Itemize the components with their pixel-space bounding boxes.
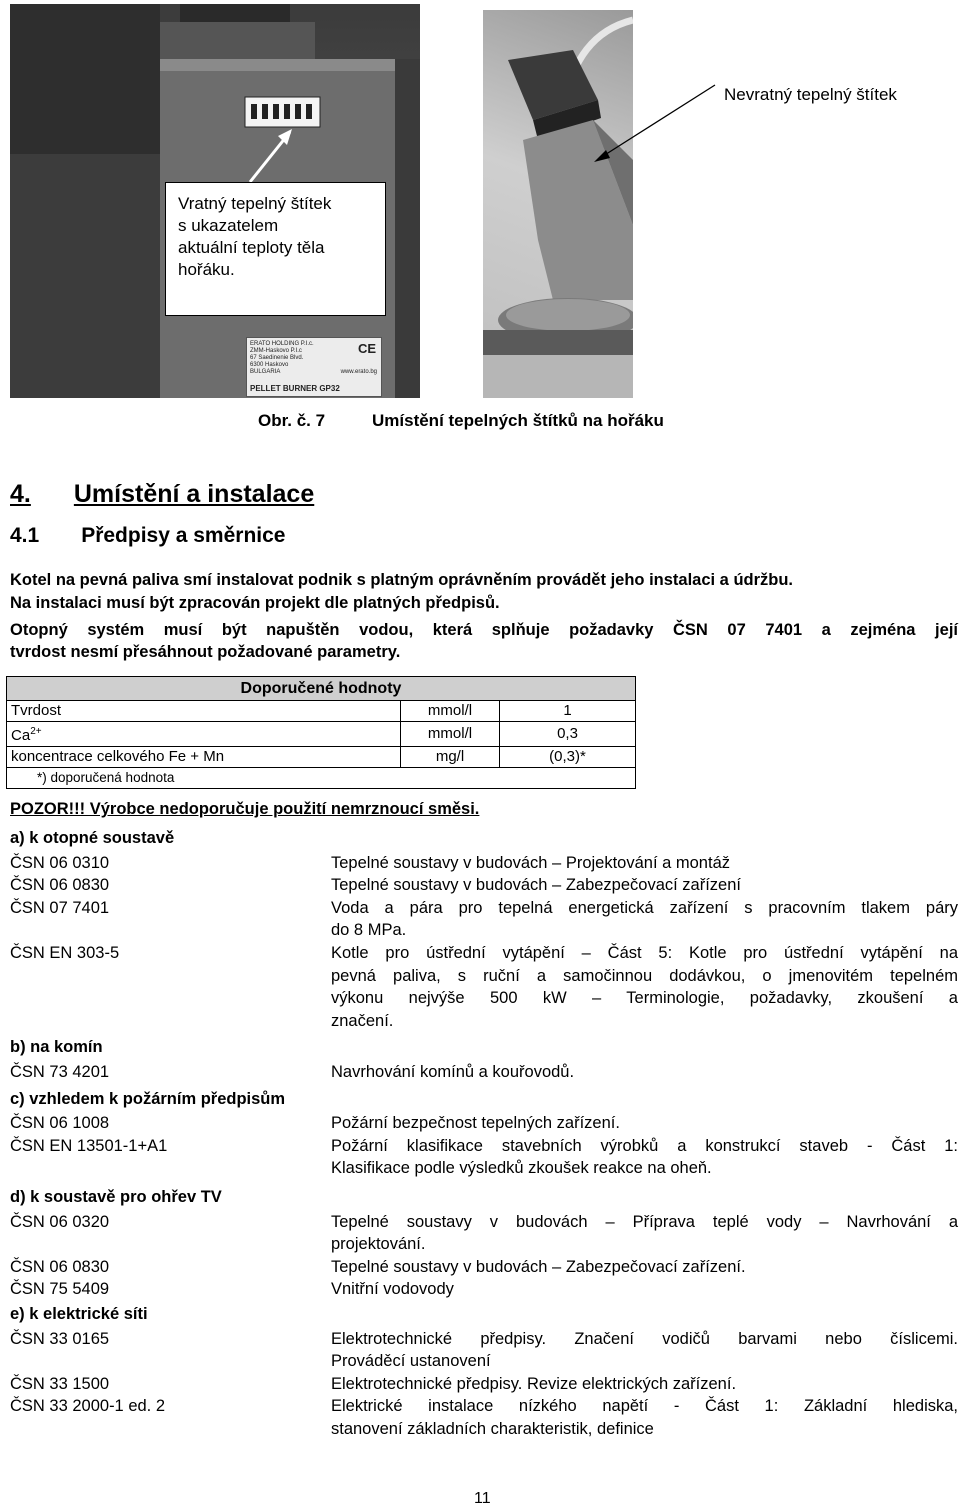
table-cell-value: 1 [500,701,636,722]
section-number: 4. [10,480,31,508]
standard-code: ČSN 06 0830 [10,1257,110,1276]
callout-line: Vratný tepelný štítek [178,194,332,213]
figure-caption-number: Obr. č. 7 [258,411,326,430]
section-heading [10,480,314,509]
standard-description-line: Požární klasifikace stavebních výrobků a konstrukcí staveb - Část 1: [331,1136,958,1155]
callout-line: hořáku. [178,260,235,279]
table-header: Doporučené hodnoty [7,677,636,701]
standard-description-line: projektování. [331,1235,426,1254]
intro-paragraph-3b: tvrdost nesmí přesáhnout požadované parametry. [10,643,401,661]
standards-section-heading: d) k soustavě pro ohřev TV [10,1188,222,1206]
standard-code: ČSN 33 1500 [10,1374,110,1393]
standard-code: ČSN 73 4201 [10,1063,110,1081]
standard-description-line: Požární bezpečnost tepelných zařízení. [331,1114,620,1133]
standard-description-line: do 8 MPa. [331,921,407,940]
table-cell-name: koncentrace celkového Fe + Mn [7,747,401,768]
standard-description-line: Tepelné soustavy v budovách – Zabezpečovací zařízení [331,876,741,895]
burner-photo-right-drawing [483,10,633,398]
standards-section-heading: e) k elektrické síti [10,1305,148,1323]
page-number: 11 [474,1490,491,1507]
table-cell-value: (0,3)* [500,747,636,768]
standard-code: ČSN EN 303-5 [10,944,120,962]
standard-description-line: Prováděcí ustanovení [331,1352,491,1371]
standard-description-line: Navrhování komínů a kouřovodů. [331,1063,575,1081]
standard-description-line: Vnitřní vodovody [331,1280,454,1299]
callout-leader-line [560,80,720,170]
table-row [7,747,636,768]
table-cell-name-text: Ca [11,727,31,744]
standard-description-line: Tepelné soustavy v budovách – Zabezpečovací zařízení. [331,1257,746,1276]
burner-photo-right [483,10,633,398]
standard-code: ČSN 06 0320 [10,1212,110,1231]
intro-paragraph-1: Kotel na pevná paliva smí instalovat podnik s platným oprávněním provádět jeho instalaci a údržbu. [10,571,794,589]
standard-code: ČSN 33 2000-1 ed. 2 [10,1397,166,1416]
plate-line: ZMM-Haskovo P.I.c [250,348,302,354]
warning-text: POZOR!!! Výrobce nedoporučuje použití nemrznoucí směsi. [10,800,480,818]
standard-description-line: Elektrotechnické předpisy. Revize elektrických zařízení. [331,1374,737,1393]
standard-code: ČSN 06 0830 [10,876,110,895]
subsection-heading [10,524,285,548]
table-cell-superscript: 2+ [30,726,42,737]
figure-caption-text: Umístění tepelných štítků na hořáku [372,411,664,430]
standard-description-line: značení. [331,1011,394,1030]
intro-paragraph-3a: Otopný systém musí být napuštěn vodou, která splňuje požadavky ČSN 07 7401 a zejména její [10,621,958,639]
subsection-title: Předpisy a směrnice [81,524,286,547]
standard-code: ČSN 07 7401 [10,898,110,917]
standard-code: ČSN 06 1008 [10,1114,110,1133]
plate-ce-mark: CE [357,341,376,356]
standard-description-line: pevná paliva, s ruční a samočinnou dodávkou, o jmenovitém tepelném [331,966,958,985]
standard-code: ČSN 75 5409 [10,1280,110,1299]
table-cell-value: 0,3 [500,722,636,747]
standard-description-line: výkonu nejvýše 500 kW – Terminologie, požadavky, zkoušení a [331,989,958,1008]
standard-description-line: Elektrotechnické předpisy. Značení vodičů barvami nebo číslicemi. [331,1329,958,1348]
rating-plate [246,337,382,397]
standard-description-line: Elektrické instalace nízkého napětí - Část 1: Základní hlediska, [331,1397,958,1416]
table-cell-name: Tvrdost [7,701,401,722]
standard-description-line: Tepelné soustavy v budovách – Projektování a montáž [331,853,730,872]
section-title: Umístění a instalace [73,480,315,508]
intro-paragraph-2: Na instalaci musí být zpracován projekt dle platných předpisů. [10,594,500,612]
standard-code: ČSN 33 0165 [10,1329,110,1348]
standards-section-heading: b) na komín [10,1038,103,1057]
plate-title: PELLET BURNER GP32 [250,384,340,393]
table-cell-unit: mmol/l [401,701,500,722]
plate-line: 67 Saedinenie Blvd. [250,355,304,361]
plate-line: 6300 Haskovo [250,362,289,368]
recommended-values-table [6,676,636,789]
standard-description-line: Kotle pro ústřední vytápění – Část 5: Kotle pro ústřední vytápění na [331,944,958,962]
table-footnote-row [7,768,636,789]
plate-web: www.erato.bg [340,369,377,375]
standard-description-line: Tepelné soustavy v budovách – Příprava teplé vody – Navrhování a [331,1212,958,1231]
subsection-number: 4.1 [10,524,40,547]
callout-line: aktuální teploty těla [178,238,325,257]
table-row [7,722,636,747]
table-footnote: *) doporučená hodnota [7,768,636,789]
table-cell-name [7,722,401,747]
standards-section-heading: c) vzhledem k požárním předpisům [10,1089,286,1108]
plate-line: ERATO HOLDING P.I.c. [250,341,314,347]
plate-line: BULGARIA [250,369,281,375]
table-cell-unit: mmol/l [401,722,500,747]
callout-nonreturnable-label: Nevratný tepelný štítek [724,85,897,104]
table-cell-unit: mg/l [401,747,500,768]
callout-line: s ukazatelem [178,216,279,235]
standard-description-line: Voda a pára pro tepelná energetická zařízení s pracovním tlakem páry [331,898,958,917]
standard-description-line: Klasifikace podle výsledků zkoušek reakce na oheň. [331,1159,712,1178]
standard-code: ČSN EN 13501-1+A1 [10,1136,168,1155]
standards-section-heading: a) k otopné soustavě [10,829,175,847]
table-row [7,701,636,722]
callout-returnable-label [165,182,386,316]
standard-description-line: stanovení základních charakteristik, definice [331,1419,654,1438]
standard-code: ČSN 06 0310 [10,853,110,872]
